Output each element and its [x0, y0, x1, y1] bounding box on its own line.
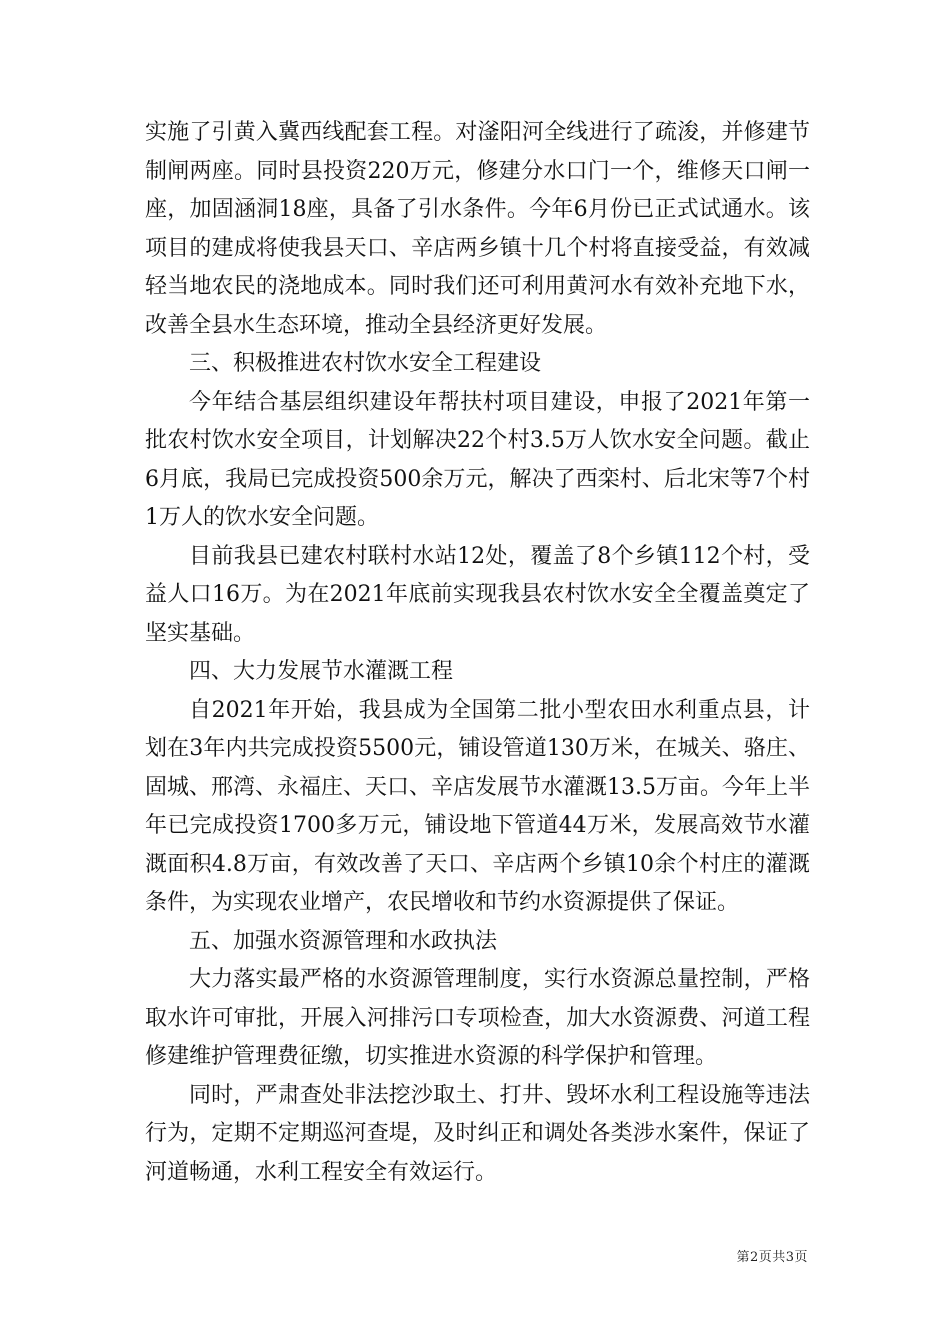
paragraph-2: 今年结合基层组织建设年帮扶村项目建设，申报了2021年第一批农村饮水安全项目，计划解决22个村3.5万人饮水安全问题。截止6月底，我局已完成投资500余万元，解决了西栾村、后北宋等7个村1万人的饮水安全问题。 [145, 389, 810, 530]
paragraph-1: 实施了引黄入冀西线配套工程。对滏阳河全线进行了疏浚，并修建节制闸两座。同时县投资220万元，修建分水口门一个，维修天口闸一座，加固涵洞18座，具备了引水条件。今年6月份已正式试通水。该项目的建成将使我县天口、辛店两乡镇十几个村将直接受益，有效减轻当地农民的浇地成本。同时我们还可利用黄河水有效补充地下水，改善全县水生态环境，推动全县经济更好发展。 [145, 120, 810, 338]
paragraph-6: 同时，严肃查处非法挖沙取土、打井、毁坏水利工程设施等违法行为，定期不定期巡河查堤，及时纠正和调处各类涉水案件，保证了河道畅通，水利工程安全有效运行。 [145, 1082, 810, 1185]
document-body [145, 114, 810, 1192]
section-heading-4: 四、大力发展节水灌溉工程 [189, 659, 454, 684]
section-heading-5: 五、加强水资源管理和水政执法 [189, 928, 498, 954]
paragraph-5: 大力落实最严格的水资源管理制度，实行水资源总量控制，严格取水许可审批，开展入河排污口专项检查，加大水资源费、河道工程修建维护管理费征缴，切实推进水资源的科学保护和管理。 [145, 967, 810, 1069]
paragraph-3: 目前我县已建农村联村水站12处，覆盖了8个乡镇112个村，受益人口16万。为在2021年底前实现我县农村饮水安全全覆盖奠定了坚实基础。 [145, 543, 810, 646]
page-number: 第2页共3页 [736, 1250, 808, 1265]
section-heading-3: 三、积极推进农村饮水安全工程建设 [189, 351, 542, 376]
paragraph-4: 自2021年开始，我县成为全国第二批小型农田水利重点县，计划在3年内共完成投资5500元，铺设管道130万米，在城关、骆庄、固城、邢湾、永福庄、天口、辛店发展节水灌溉13.5万亩。今年上半年已完成投资1700多万元，铺设地下管道44万米，发展高效节水灌溉面积4.8万亩，有效改善了天口、辛店两个乡镇10余个村庄的灌溉条件，为实现农业增产，农民增收和节约水资源提供了保证。 [145, 697, 811, 915]
